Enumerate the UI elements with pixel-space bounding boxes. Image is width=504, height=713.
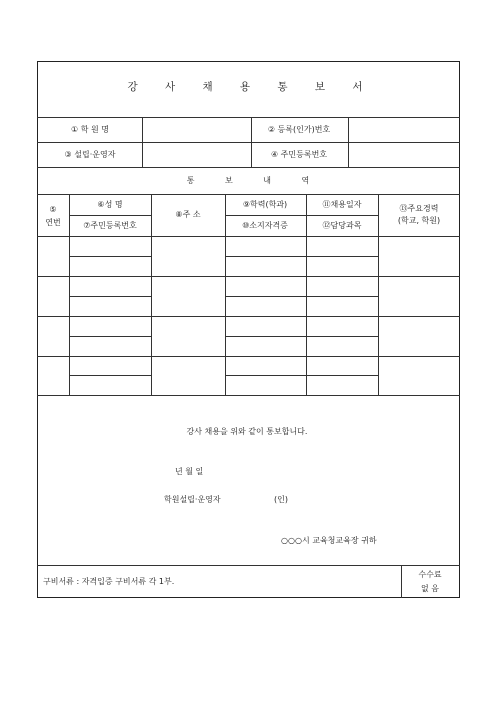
divider (69, 215, 151, 216)
section-header: 통 보 내 역 (186, 176, 324, 185)
license-header: ⑩소지자격증 (242, 221, 288, 230)
divider (378, 194, 379, 395)
divider (37, 316, 460, 317)
career-subheader: (학교, 학원) (397, 216, 441, 225)
divider (225, 194, 226, 395)
founder-label: ③ 설립·운영자 (64, 150, 116, 159)
divider (251, 117, 252, 167)
fee-value: 없 음 (421, 584, 439, 593)
resident-number-header: ⑦주민등록번호 (83, 221, 137, 230)
divider (225, 296, 378, 297)
subject-header: ⑫담당과목 (322, 221, 362, 230)
divider (69, 336, 151, 337)
divider (142, 117, 143, 167)
divider (37, 356, 460, 357)
divider (69, 296, 151, 297)
divider (306, 194, 307, 395)
divider (225, 336, 378, 337)
divider (69, 256, 151, 257)
divider (225, 375, 378, 376)
resident-number-label: ④ 주민등록번호 (270, 150, 328, 159)
address-header: ⑧주 소 (175, 210, 201, 219)
divider (37, 276, 460, 277)
divider (151, 194, 152, 395)
signer-label: 학원설립·운영자 (164, 495, 221, 504)
career-header: ⑬주요경력 (399, 204, 439, 213)
divider (348, 117, 349, 167)
divider (69, 375, 151, 376)
divider (37, 142, 460, 143)
divider (37, 194, 460, 195)
hire-date-header: ⑪채용일자 (322, 200, 362, 209)
serial-number-mark: ⑤ (49, 205, 57, 214)
divider (37, 236, 460, 237)
divider (37, 395, 460, 396)
registration-number-label: ② 등록(인가)번호 (267, 125, 331, 134)
divider (69, 194, 70, 395)
education-header: ⑨학력(학과) (242, 200, 288, 209)
name-header: ⑥성 명 (97, 200, 123, 209)
divider (225, 256, 378, 257)
divider (401, 565, 402, 598)
recipient-line: ○○○시 교육청교육장 귀하 (281, 536, 377, 545)
divider (37, 167, 460, 168)
academy-name-label: ① 학 원 명 (71, 125, 109, 134)
attachments-note: 구비서류 : 자격입증 구비서류 각 1부. (43, 577, 175, 586)
date-line: 년 월 일 (175, 467, 204, 476)
divider (37, 565, 460, 566)
divider (37, 117, 460, 118)
form-title: 강 사 채 용 통 보 서 (127, 81, 375, 93)
serial-label: 연번 (45, 218, 61, 227)
seal-mark: (인) (274, 495, 288, 504)
fee-label: 수수료 (418, 570, 442, 579)
notice-text: 강사 채용을 위와 같이 통보합니다. (186, 427, 308, 436)
divider (225, 215, 378, 216)
